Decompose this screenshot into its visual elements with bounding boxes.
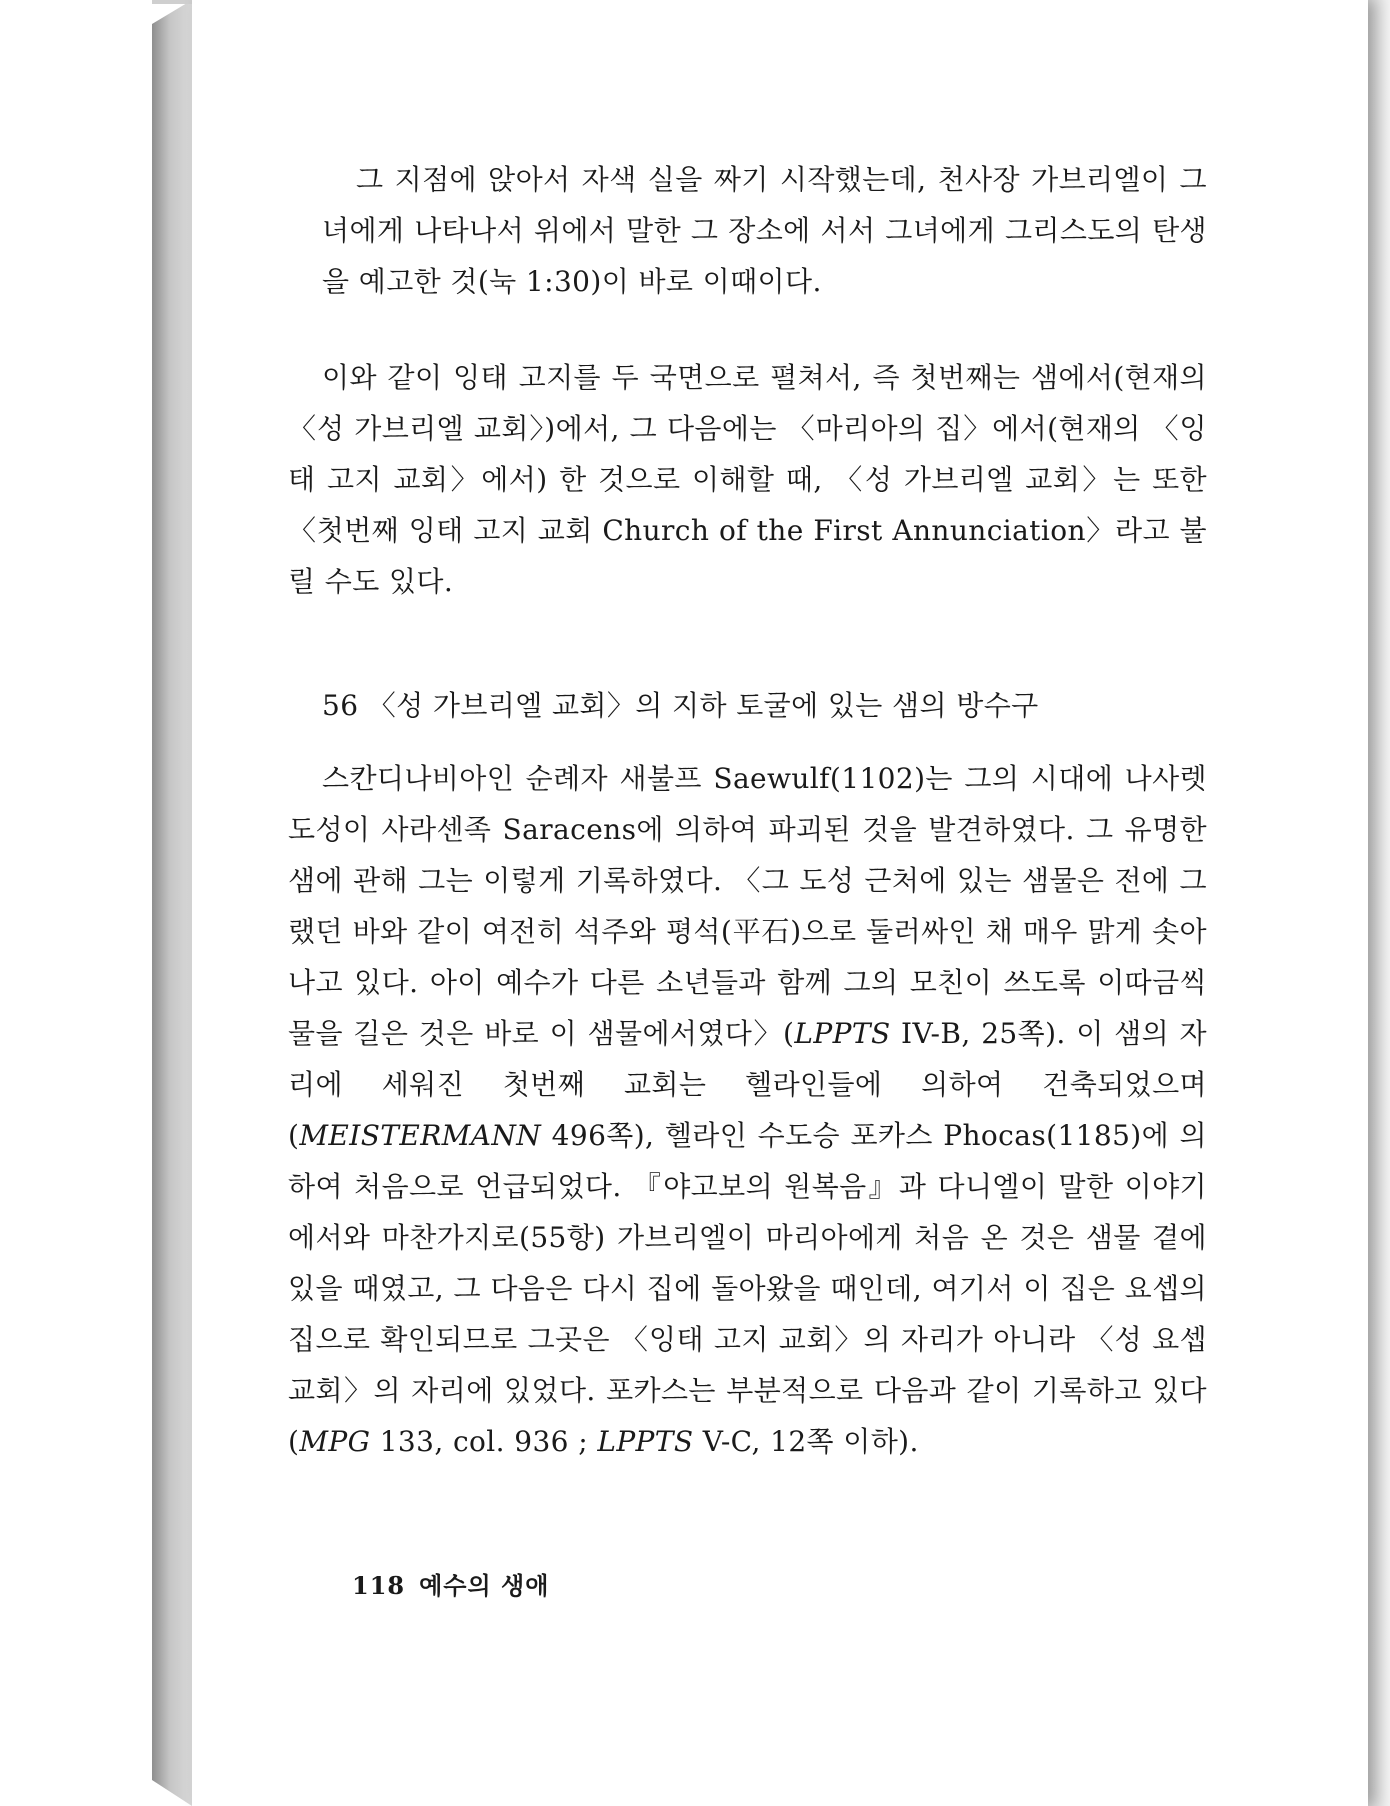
paragraph-1: 그 지점에 앉아서 자색 실을 짜기 시작했는데, 천사장 가브리엘이 그녀에게 나타나서 위에서 말한 그 장소에 서서 그녀에게 그리스도의 탄생을 예고한 것(눅 1:30)이 바로 이때이다. — [322, 163, 1207, 298]
page-footer — [352, 1566, 549, 1601]
paragraph-3-text-2: IV-B, 25쪽). 이 샘의 자리에 세워진 첫번째 교회는 헬라인들에 의하여 건축되었으며( — [288, 1017, 1207, 1152]
page-number: 118 — [352, 1571, 406, 1600]
paragraph-3-block — [288, 753, 1207, 1467]
book-page — [192, 0, 1368, 1806]
paragraph-3-text-1: 스칸디나비아인 순례자 새불프 Saewulf(1102)는 그의 시대에 나사렛 도성이 사라센족 Saracens에 의하여 파괴된 것을 발견하였다. 그 유명한 샘에 관해 그는 이렇게 기록하였다. 〈그 도성 근처에 있는 샘물은 전에 그랬던 바와 같이 여전히 석주와 평석(平石)으로 둘러싸인 채 매우 맑게 솟아나고 있다. 아이 예수가 다른 소년들과 함께 그의 모친이 쓰도록 이따금씩 물을 길은 것은 바로 이 샘물에서였다〉( — [288, 762, 1207, 1050]
page-right-shadow — [1368, 0, 1390, 1806]
paragraph-2: 이와 같이 잉태 고지를 두 국면으로 펼쳐서, 즉 첫번째는 샘에서(현재의 〈성 가브리엘 교회〉)에서, 그 다음에는 〈마리아의 집〉에서(현재의 〈잉태 고지 교회〉에서) 한 것으로 이해할 때, 〈성 가브리엘 교회〉는 또한 〈첫번째 잉태 고지 교회 Church of the First Annunciation〉라고 불릴 수도 있다. — [288, 361, 1207, 598]
paragraph-3 — [288, 753, 1207, 1467]
book-spine — [152, 0, 192, 1806]
paragraph-2-block — [288, 352, 1207, 607]
section-heading: 56 〈성 가브리엘 교회〉의 지하 토굴에 있는 샘의 방수구 — [322, 689, 1039, 722]
paragraph-3-text-5: V-C, 12쪽 이하). — [693, 1425, 919, 1458]
citation-lppts-2: LPPTS — [597, 1425, 694, 1458]
citation-meistermann: MEISTERMANN — [299, 1119, 542, 1152]
citation-mpg: MPG — [299, 1425, 371, 1458]
section-heading-block — [288, 680, 1207, 731]
paragraph-3-text-4: 133, col. 936 ; — [370, 1425, 598, 1458]
running-title: 예수의 생애 — [419, 1571, 550, 1600]
paragraph-3-text-3: 496쪽), 헬라인 수도승 포카스 Phocas(1185)에 의하여 처음으로 언급되었다. 『야고보의 원복음』과 다니엘이 말한 이야기에서와 마찬가지로(55항) 가브리엘이 마리아에게 처음 온 것은 샘물 곁에 있을 때였고, 그 다음은 다시 집에 돌아왔을 때인데, 여기서 이 집은 요셉의 집으로 확인되므로 그곳은 〈잉태 고지 교회〉의 자리가 아니라 〈성 요셉 교회〉의 자리에 있었다. 포카스는 부분적으로 다음과 같이 기록하고 있다 ( — [288, 1119, 1207, 1458]
paragraph-1-block — [322, 154, 1207, 307]
citation-lppts: LPPTS — [794, 1017, 891, 1050]
